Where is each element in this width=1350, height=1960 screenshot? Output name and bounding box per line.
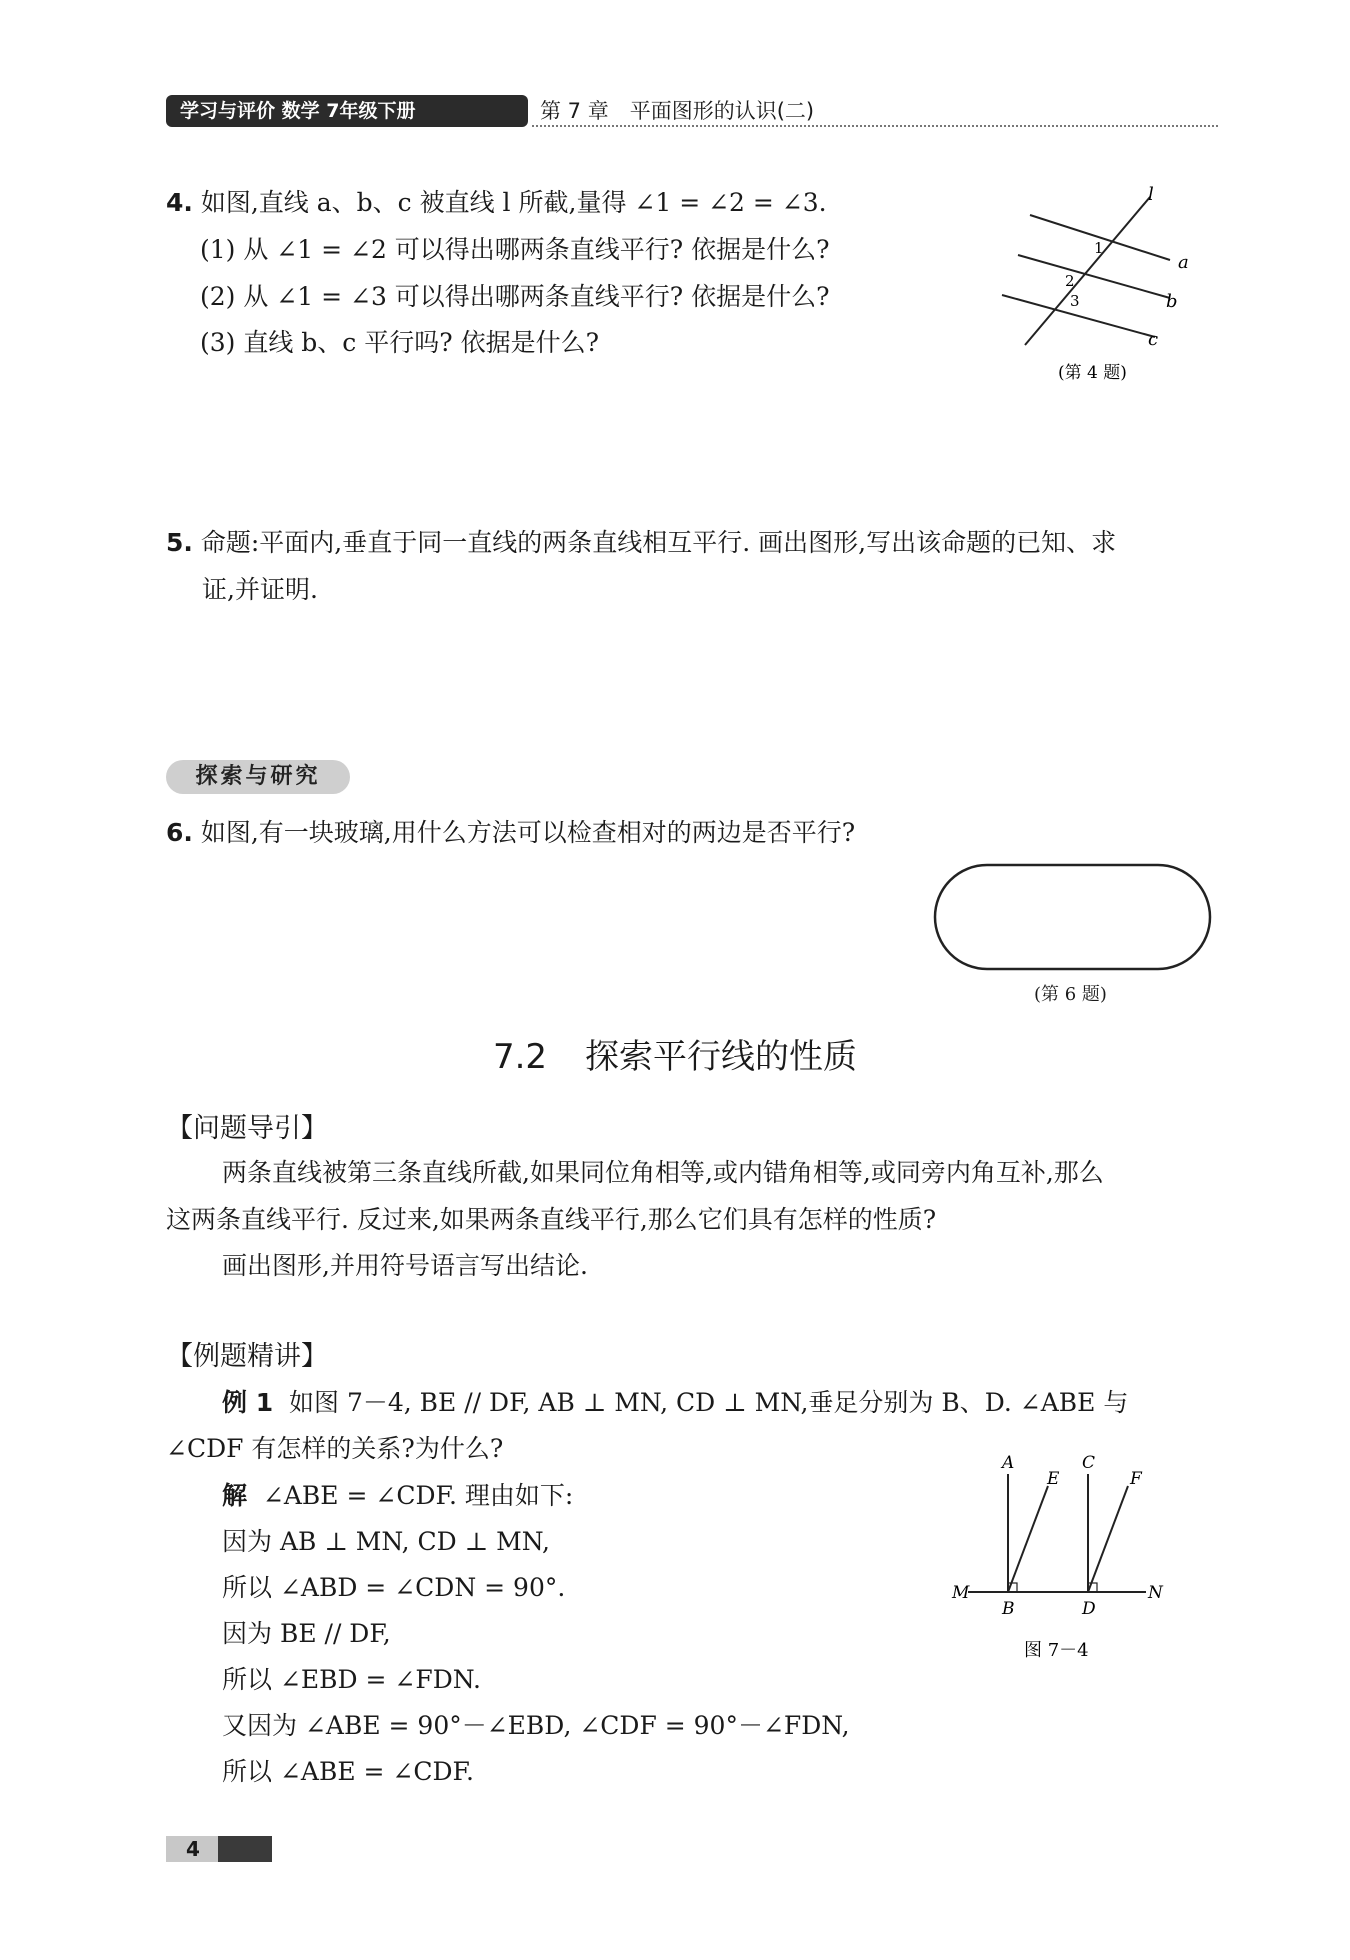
fig74-label-m: M [952,1583,970,1603]
fig74-label-e: E [1047,1469,1060,1489]
fig74-label-b: B [1002,1599,1015,1619]
footer-bar-dark [218,1836,272,1862]
fig74-line-be [1008,1486,1048,1592]
q6-row [166,818,855,848]
q4-figure [990,185,1210,385]
fig74-label-a: A [1002,1453,1015,1473]
q6-number: 6. [166,818,193,847]
q4-angle-3: 3 [1070,292,1080,310]
fig74-label-d: D [1082,1599,1096,1619]
q4-label-c: c [1148,329,1159,350]
section-number: 7.2 [492,1037,548,1077]
page-number: 4 [186,1837,200,1861]
problem-guide-line1: 两条直线被第三条直线所截,如果同位角相等,或内错角相等,或同旁内角互补,那么 [222,1158,1104,1187]
q4-sub2: (2) 从 ∠1 = ∠3 可以得出哪两条直线平行? 依据是什么? [200,282,830,311]
q4-stem-line [166,188,827,218]
fig74-line-df [1088,1486,1128,1592]
q5-line2: 证,并证明. [202,575,318,604]
fig74-label-c: C [1082,1453,1096,1473]
example-label: 例 1 [222,1388,274,1417]
q4-angle-1: 1 [1094,239,1104,257]
q5-line1-row [166,528,1116,558]
q4-label-l: l [1148,185,1154,205]
q4-angle-2: 2 [1065,272,1075,290]
q4-line-b [1018,255,1170,298]
q6-glass-figure [932,862,1214,976]
solution-line1: ∠ABE = ∠CDF. 理由如下: [262,1481,574,1510]
problem-guide-line2: 这两条直线平行. 反过来,如果两条直线平行,那么它们具有怎样的性质? [166,1205,937,1234]
q4-stem: 如图,直线 a、b、c 被直线 l 所截,量得 ∠1 = ∠2 = ∠3. [200,188,827,217]
example-heading: 【例题精讲】 [166,1341,328,1372]
example-line1-row [222,1388,1128,1418]
fig74-caption: 图 7－4 [1024,1640,1089,1661]
problem-guide-line3: 画出图形,并用符号语言写出结论. [222,1251,588,1280]
solution-label: 解 [222,1481,248,1510]
solution-line4: 因为 BE // DF, [222,1619,391,1648]
q4-label-b: b [1166,291,1178,312]
q5-line1: 命题:平面内,垂直于同一直线的两条直线相互平行. 画出图形,写出该命题的已知、求 [200,528,1117,557]
solution-line3: 所以 ∠ABD = ∠CDN = 90°. [222,1573,566,1602]
section-name: 探索平行线的性质 [585,1037,858,1077]
solution-line6: 又因为 ∠ABE = 90°－∠EBD, ∠CDF = 90°－∠FDN, [222,1711,850,1740]
q4-sub3: (3) 直线 b、c 平行吗? 依据是什么? [200,328,600,357]
q6-glass-shape [935,865,1210,969]
book-tag [166,95,528,127]
page-footer-bar [166,1836,272,1862]
chapter-title: 第 7 章 平面图形的认识(二) [540,99,815,123]
example-line1: 如图 7－4, BE // DF, AB ⊥ MN, CD ⊥ MN,垂足分别为 B、D. ∠ABE 与 [289,1388,1129,1417]
q6-stem: 如图,有一块玻璃,用什么方法可以检查相对的两边是否平行? [200,818,856,847]
q4-caption: (第 4 题) [1058,363,1127,383]
fig74-label-f: F [1130,1469,1142,1489]
book-tag-text: 学习与评价 数学 7年级下册 [180,100,416,122]
problem-guide-heading: 【问题导引】 [166,1113,328,1144]
solution-line7: 所以 ∠ABE = ∠CDF. [222,1757,474,1786]
explore-research-badge: 探索与研究 [166,760,350,794]
q4-number: 4. [166,188,193,217]
q4-label-a: a [1178,252,1189,273]
fig74-label-n: N [1148,1583,1163,1603]
solution-line5: 所以 ∠EBD = ∠FDN. [222,1665,481,1694]
section-title [0,1036,1350,1078]
q4-sub1: (1) 从 ∠1 = ∠2 可以得出哪两条直线平行? 依据是什么? [200,235,830,264]
q5-number: 5. [166,528,193,557]
header-dotted-rule [532,125,1218,127]
figure-7-4 [944,1446,1176,1670]
solution-line2: 因为 AB ⊥ MN, CD ⊥ MN, [222,1527,550,1556]
solution-row [222,1481,573,1511]
q6-caption: (第 6 题) [1034,984,1107,1005]
example-line2: ∠CDF 有怎样的关系?为什么? [166,1434,504,1463]
